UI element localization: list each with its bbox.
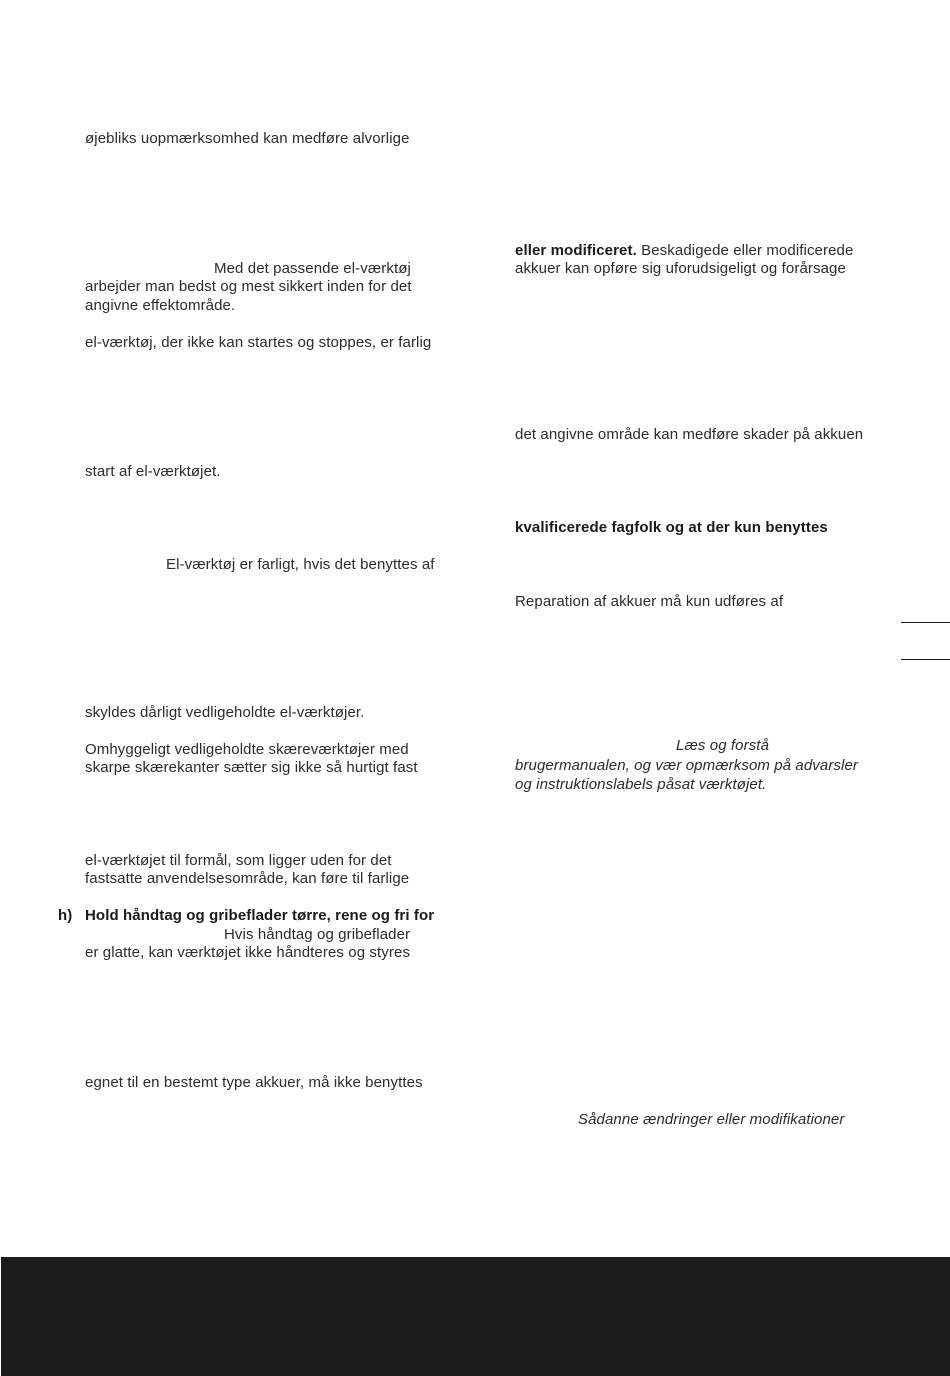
left-line-11: el-værktøjet til formål, som ligger uden for det xyxy=(85,852,392,869)
right-line-1-rest: Beskadigede eller modificerede xyxy=(636,242,854,259)
right-line-1-bold: eller modificeret. xyxy=(515,242,637,259)
left-line-8: skyldes dårligt vedligeholdte el-værktøjer. xyxy=(85,704,365,721)
left-line-13: Hvis håndtag og gribeflader xyxy=(224,926,411,943)
left-line-15: egnet til en bestemt type akkuer, må ikke benyttes xyxy=(85,1074,423,1091)
right-line-1 xyxy=(515,242,853,260)
left-line-14: er glatte, kan værktøjet ikke håndteres og styres xyxy=(85,944,411,961)
right-line-9: Sådanne ændringer eller modifikationer xyxy=(578,1111,845,1128)
right-line-4-bold: kvalificerede fagfolk og at der kun benyttes xyxy=(515,519,828,536)
right-line-5: Reparation af akkuer må kun udføres af xyxy=(515,593,784,610)
left-line-1: øjebliks uopmærksomhed kan medføre alvorlige xyxy=(85,130,410,147)
right-line-7: brugermanualen, og vær opmærksom på advarsler xyxy=(515,757,858,774)
left-line-12: fastsatte anvendelsesområde, kan føre til farlige xyxy=(85,870,410,887)
section-h-heading: Hold håndtag og gribeflader tørre, rene og fri for xyxy=(85,907,435,924)
section-tab-line-top xyxy=(901,622,950,623)
right-line-3: det angivne område kan medføre skader på akkuen xyxy=(515,426,864,443)
left-line-9: Omhyggeligt vedligeholdte skæreværktøjer med xyxy=(85,741,409,758)
left-line-5: el-værktøj, der ikke kan startes og stoppes, er farlig xyxy=(85,334,432,351)
left-line-3: arbejder man bedst og mest sikkert inden for det xyxy=(85,278,412,295)
left-line-6: start af el-værktøjet. xyxy=(85,463,221,480)
footer-band xyxy=(1,1257,950,1376)
list-marker-h: h) xyxy=(58,907,73,924)
section-tab-line-bottom xyxy=(901,659,950,660)
right-line-8: og instruktionslabels påsat værktøjet. xyxy=(515,776,767,793)
left-line-7: El-værktøj er farligt, hvis det benyttes af xyxy=(166,556,435,573)
right-line-6: Læs og forstå xyxy=(676,737,770,754)
left-line-10: skarpe skærekanter sætter sig ikke så hurtigt fast xyxy=(85,759,418,776)
right-line-2: akkuer kan opføre sig uforudsigeligt og forårsage xyxy=(515,260,846,277)
left-line-4: angivne effektområde. xyxy=(85,297,236,314)
left-line-2: Med det passende el-værktøj xyxy=(214,260,411,277)
